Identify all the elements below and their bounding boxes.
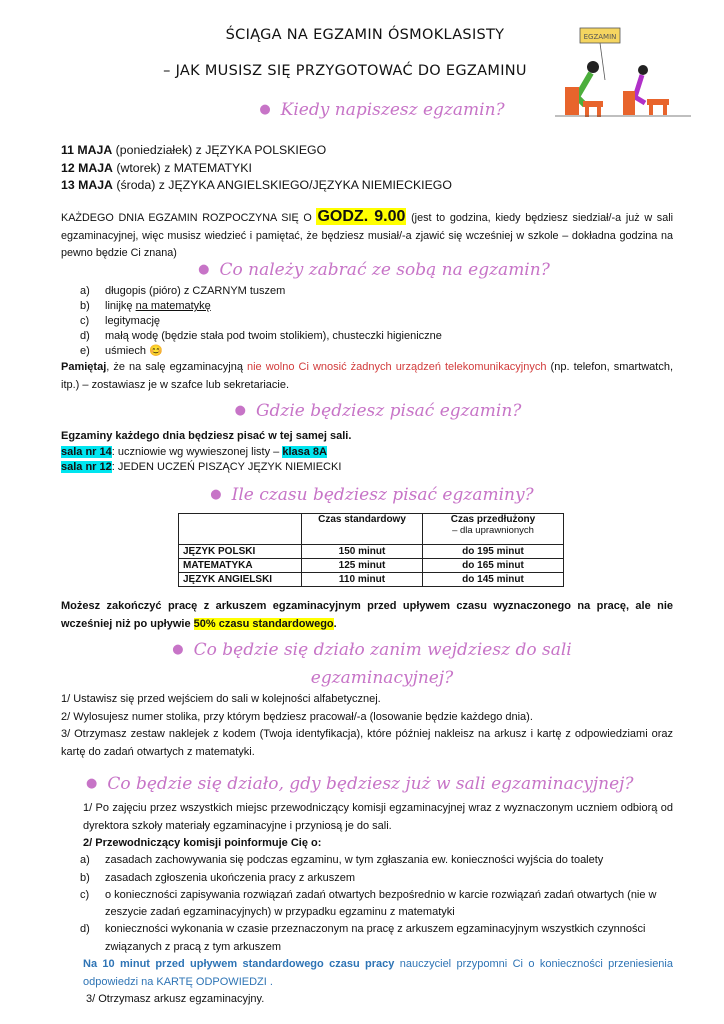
step: 1/ Ustawisz się przed wejściem do sali w kolejności alfabetycznej.: [61, 693, 381, 705]
step: 2/ Wylosujesz numer stolika, przy którym będziesz pracował/-a (losowanie będzie każdego dnia).: [61, 710, 533, 723]
list-item: b) zasadach zgłoszenia ukończenia pracy z arkuszem: [80, 871, 356, 884]
reminder-note: Na 10 minut przed upływem standardowego czasu pracy nauczyciel przypomni Ci o konieczności przeniesienia odpowiedzi na KARTĘ ODPOWIEDZI .: [83, 958, 673, 988]
heading-before-room-cont: egzaminacyjnej?: [310, 668, 454, 688]
col-header: Czas standardowy: [302, 514, 423, 545]
inform-list: [80, 852, 673, 956]
heading-where: ● Gdzie będziesz pisać egzamin?: [234, 401, 522, 421]
list-item: e) uśmiech 😊: [80, 345, 163, 357]
table-row: JĘZYK POLSKI 150 minut do 195 minut: [179, 545, 564, 559]
rooms-info: Egzaminy każdego dnia będziesz pisać w tej samej sali. sala nr 14: uczniowie wg wywieszonej listy – klasa 8A sala nr 12: JEDEN UCZEŃ PISZĄCY JĘZYK NIEMIECKI: [61, 429, 351, 476]
date-line: 12 MAJA (wtorek) z MATEMATYKI: [61, 160, 252, 175]
exam-time-table: [178, 513, 564, 587]
step: 2/ Przewodniczący komisji poinformuje Cię o:: [83, 837, 322, 849]
page-title: ŚCIĄGA NA EGZAMIN ÓSMOKLASISTY: [225, 27, 505, 43]
start-time: GODZ. 9.00: [317, 208, 406, 225]
start-time-paragraph: KAŻDEGO DNIA EGZAMIN ROZPOCZYNA SIĘ O GODZ. 9.00 (jest to godzina, kiedy będziesz siedział/-a już w sali egzaminacyjnej, więc musisz wiedzieć i pamiętać, że będziesz musiał/-a zjawić się wcześniej w szkole – dokładna godzina na pewno będzie Ci znana): [61, 208, 673, 259]
list-item: d) małą wodę (będzie stała pod twoim stolikiem), chusteczki higieniczne: [80, 330, 442, 342]
date-line: 13 MAJA (środa) z JĘZYKA ANGIELSKIEGO/JĘZYKA NIEMIECKIEGO: [61, 178, 452, 192]
heading-in-room: ● Co będzie się działo, gdy będziesz już w sali egzaminacyjnej?: [86, 774, 634, 794]
step: 3/ Otrzymasz zestaw naklejek z kodem (Twoja identyfikacja), które później nakleisz na arkusz i kartę z odpowiedziami oraz kartę do zadań otwartych z matematyki.: [61, 728, 673, 758]
room-12: sala nr 12: JEDEN UCZEŃ PISZĄCY JĘZYK NIEMIECKI: [61, 461, 342, 473]
room-14: sala nr 14: uczniowie wg wywieszonej listy – klasa 8A: [61, 445, 327, 458]
step: 3/ Otrzymasz arkusz egzaminacyjny.: [86, 993, 265, 1006]
table-row: JĘZYK ANGIELSKI 110 minut do 145 minut: [179, 573, 564, 587]
list-item: b) linijkę na matematykę: [80, 300, 211, 312]
list-item: a) zasadach zachowywania się podczas egzaminu, w tym zgłaszania ew. konieczności wyjścia do toalety: [80, 854, 604, 867]
list-item: a) długopis (pióro) z CZARNYM tuszem: [80, 285, 286, 297]
col-header: Czas przedłużony – dla uprawnionych: [423, 514, 564, 545]
smile-emoji-icon: 😊: [149, 345, 163, 357]
list-item: c) o konieczności zapisywania rozwiązań zadań otwartych bezpośrednio w karcie rozwiązań zadań otwartych (nie w zeszycie zadań egzaminacyjnych) w przypadku egzaminu z matematyki: [80, 888, 657, 919]
heading-how-long: ● Ile czasu będziesz pisać egzaminy?: [210, 485, 534, 505]
in-room-steps: [80, 800, 673, 1008]
list-item: c) legitymację: [80, 315, 161, 327]
heading-when: ● Kiedy napiszesz egzamin?: [259, 100, 505, 120]
step: 1/ Po zajęciu przez wszystkich miejsc przewodniczący komisji egzaminacyjnej wraz z wyznaczonym uczniem odbiorą od dyrektora szkoły materiały egzaminacyjne i przyniosą je do sali.: [83, 802, 673, 832]
date-line: 11 MAJA (poniedziałek) z JĘZYKA POLSKIEGO: [61, 143, 327, 157]
exam-dates: [61, 142, 452, 195]
bring-list: [80, 284, 442, 359]
list-item: d) konieczności wykonania w czasie przeznaczonym na pracę z arkuszem egzaminacyjnym wszystkich czynności związanych z pracą z tym arkuszem: [80, 923, 646, 953]
before-room-steps: [61, 691, 673, 761]
illustration-sign: EGZAMIN: [583, 33, 617, 41]
table-row: MATEMATYKA 125 minut do 165 minut: [179, 559, 564, 573]
phone-warning: Pamiętaj, że na salę egzaminacyjną nie wolno Ci wnosić żadnych urządzeń telekomunikacyjnych (np. telefon, smartwatch, itp.) – zostawiasz je w szafce lub sekretariacie.: [61, 361, 674, 391]
finish-early-note: Możesz zakończyć pracę z arkuszem egzaminacyjnym przed upływem czasu wyznaczonego na pracę, ale nie wcześniej niż po upływie 50% czasu standardowego.: [61, 600, 673, 630]
page-subtitle: – JAK MUSISZ SIĘ PRZYGOTOWAĆ DO EGZAMINU: [163, 63, 527, 79]
heading-what-to-bring: ● Co należy zabrać ze sobą na egzamin?: [198, 260, 550, 280]
heading-before-room: ● Co będzie się działo zanim wejdziesz do sali: [172, 640, 572, 660]
